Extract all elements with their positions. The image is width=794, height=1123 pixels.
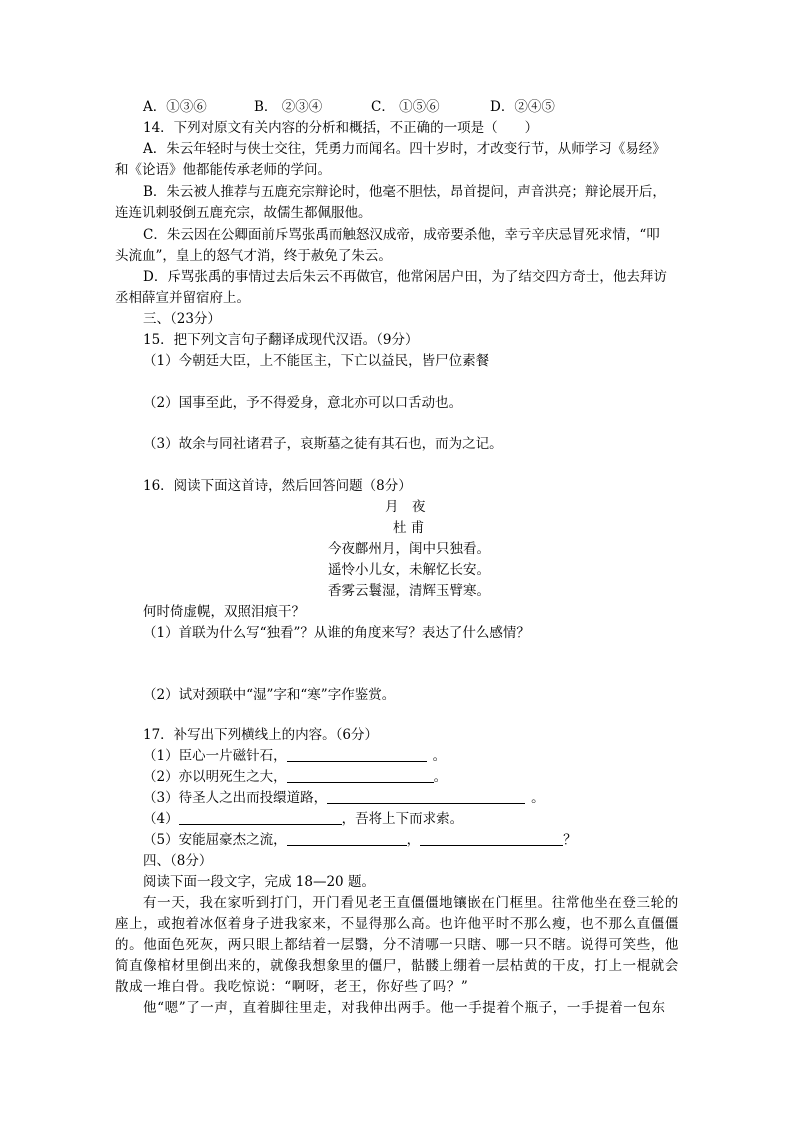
q14-option-c-line2: 头流血”，皇上的怒气才消，终于赦免了朱云。 <box>115 248 392 264</box>
q17-item-5-blank-1[interactable] <box>287 831 407 846</box>
q17-item-2-end: 。 <box>433 769 448 785</box>
q17-item-3 <box>143 788 545 808</box>
q15-sentence-1: （1）今朝廷大臣，上不能匡主，下亡以益民，皆尸位素餐 <box>143 353 490 369</box>
q14-stem: 14．下列对原文有关内容的分析和概括，不正确的一项是（ ） <box>143 120 539 136</box>
poem-line-3: 香雾云鬟湿，清辉玉臂寒。 <box>328 583 490 599</box>
q17-item-5 <box>143 830 577 850</box>
q17-item-5-blank-2[interactable] <box>420 831 563 846</box>
q17-item-2 <box>143 767 447 787</box>
poem-line-4: 何时倚虚幌，双照泪痕干？ <box>143 604 305 620</box>
q15-stem: 15．把下列文言句子翻译成现代汉语。（9分） <box>143 332 419 348</box>
q13-option-d: D．②④⑤ <box>490 99 555 115</box>
passage-p1-line1: 有一天，我在家听到打门，开门看见老王直僵僵地镶嵌在门框里。往常他坐在登三轮的 <box>143 895 679 911</box>
poem-line-1: 今夜鄜州月，闺中只独看。 <box>328 541 490 557</box>
poem-title: 月 夜 <box>385 499 426 515</box>
q14-option-a-line2: 和《论语》他都能传承老师的学问。 <box>115 162 331 178</box>
q17-item-4-blank[interactable] <box>179 810 342 825</box>
poem-author: 杜 甫 <box>393 520 425 536</box>
passage-p1-line2: 座上，或抱着冰伛着身子进我家来，不显得那么高。也许他平时不那么瘦，也不那么直僵僵 <box>115 916 679 932</box>
q17-item-4 <box>143 809 463 829</box>
q17-item-5-end: ？ <box>563 832 577 848</box>
q17-item-4-prompt: （4） <box>143 811 179 827</box>
q15-sentence-2: （2）国事至此，予不得爱身，意北亦可以口舌动也。 <box>143 395 463 411</box>
q17-item-5-prompt: （5）安能屈豪杰之流， <box>143 832 287 848</box>
section-3-heading: 三、（23分） <box>143 311 221 327</box>
q13-option-c: C． ①⑤⑥ <box>371 99 440 115</box>
section-4-heading: 四、（8分） <box>143 853 213 869</box>
q17-item-3-prompt: （3）待圣人之出而投缳道路， <box>143 790 328 806</box>
passage-p1-line5: 散成一堆白骨。我吃惊说：“啊呀，老王，你好些了吗？” <box>115 979 469 995</box>
q15-sentence-3: （3）故余与同社诸君子，哀斯墓之徒有其石也，而为之记。 <box>143 436 503 452</box>
q17-stem: 17．补写出下列横线上的内容。（6分） <box>143 727 379 743</box>
q17-item-5-comma: ， <box>406 832 421 848</box>
q17-item-1-prompt: （1）臣心一片磁针石， <box>143 748 287 764</box>
q13-option-a: A．①③⑥ <box>143 99 207 115</box>
q17-item-1-end: 。 <box>432 748 447 764</box>
q17-item-1 <box>143 746 446 766</box>
poem-line-2: 遥怜小儿女，未解忆长安。 <box>328 562 490 578</box>
q14-option-b-line1: B．朱云被人推荐与五鹿充宗辩论时，他毫不胆怯，昂首提问，声音洪亮；辩论展开后， <box>143 184 666 200</box>
passage-p1-line4: 简直像棺材里倒出来的，就像我想象里的僵尸，骷髅上绷着一层枯黄的干皮，打上一棍就会 <box>115 958 679 974</box>
q17-item-4-end: ，吾将上下而求索。 <box>341 811 464 827</box>
q17-item-2-blank[interactable] <box>287 768 434 783</box>
passage-p2-line1: 他“嗯”了一声，直着脚往里走，对我伸出两手。他一手提着个瓶子，一手提着一包东 <box>143 1000 666 1016</box>
q16-stem: 16．阅读下面这首诗，然后回答问题（8分） <box>143 478 412 494</box>
q17-item-2-prompt: （2）亦以明死生之大， <box>143 769 287 785</box>
q14-option-b-line2: 连连讥刺驳倒五鹿充宗，故儒生都佩服他。 <box>115 205 372 221</box>
q14-option-c-line1: C．朱云因在公卿面前斥骂张禹而触怒汉成帝，成帝要杀他，幸亏辛庆忌冒死求情，“叩 <box>143 227 660 243</box>
reading-intro: 阅读下面一段文字，完成 18—20 题。 <box>143 874 375 890</box>
q14-option-d-line1: D．斥骂张禹的事情过去后朱云不再做官，他常闲居户田，为了结交四方奇士，他去拜访 <box>143 269 667 285</box>
q16-subquestion-2: （2）试对颈联中“湿”字和“寒”字作鉴赏。 <box>143 687 396 703</box>
q17-item-3-end: 。 <box>531 790 545 806</box>
q17-item-1-blank[interactable] <box>287 747 427 762</box>
q14-option-d-line2: 丞相薛宣并留宿府上。 <box>115 290 250 306</box>
q13-option-b: B． ②③④ <box>254 99 323 115</box>
q14-option-a-line1: A．朱云年轻时与侠士交往，凭勇力而闻名。四十岁时，才改变行节，从师学习《易经》 <box>143 141 666 157</box>
passage-p1-line3: 的。他面色死灰，两只眼上都结着一层翳，分不清哪一只瞎、哪一只不瞎。说得可笑些，他 <box>115 937 679 953</box>
q17-item-3-blank[interactable] <box>327 789 525 804</box>
q16-subquestion-1: （1）首联为什么写“独看”？从谁的角度来写？表达了什么感情？ <box>143 625 530 641</box>
